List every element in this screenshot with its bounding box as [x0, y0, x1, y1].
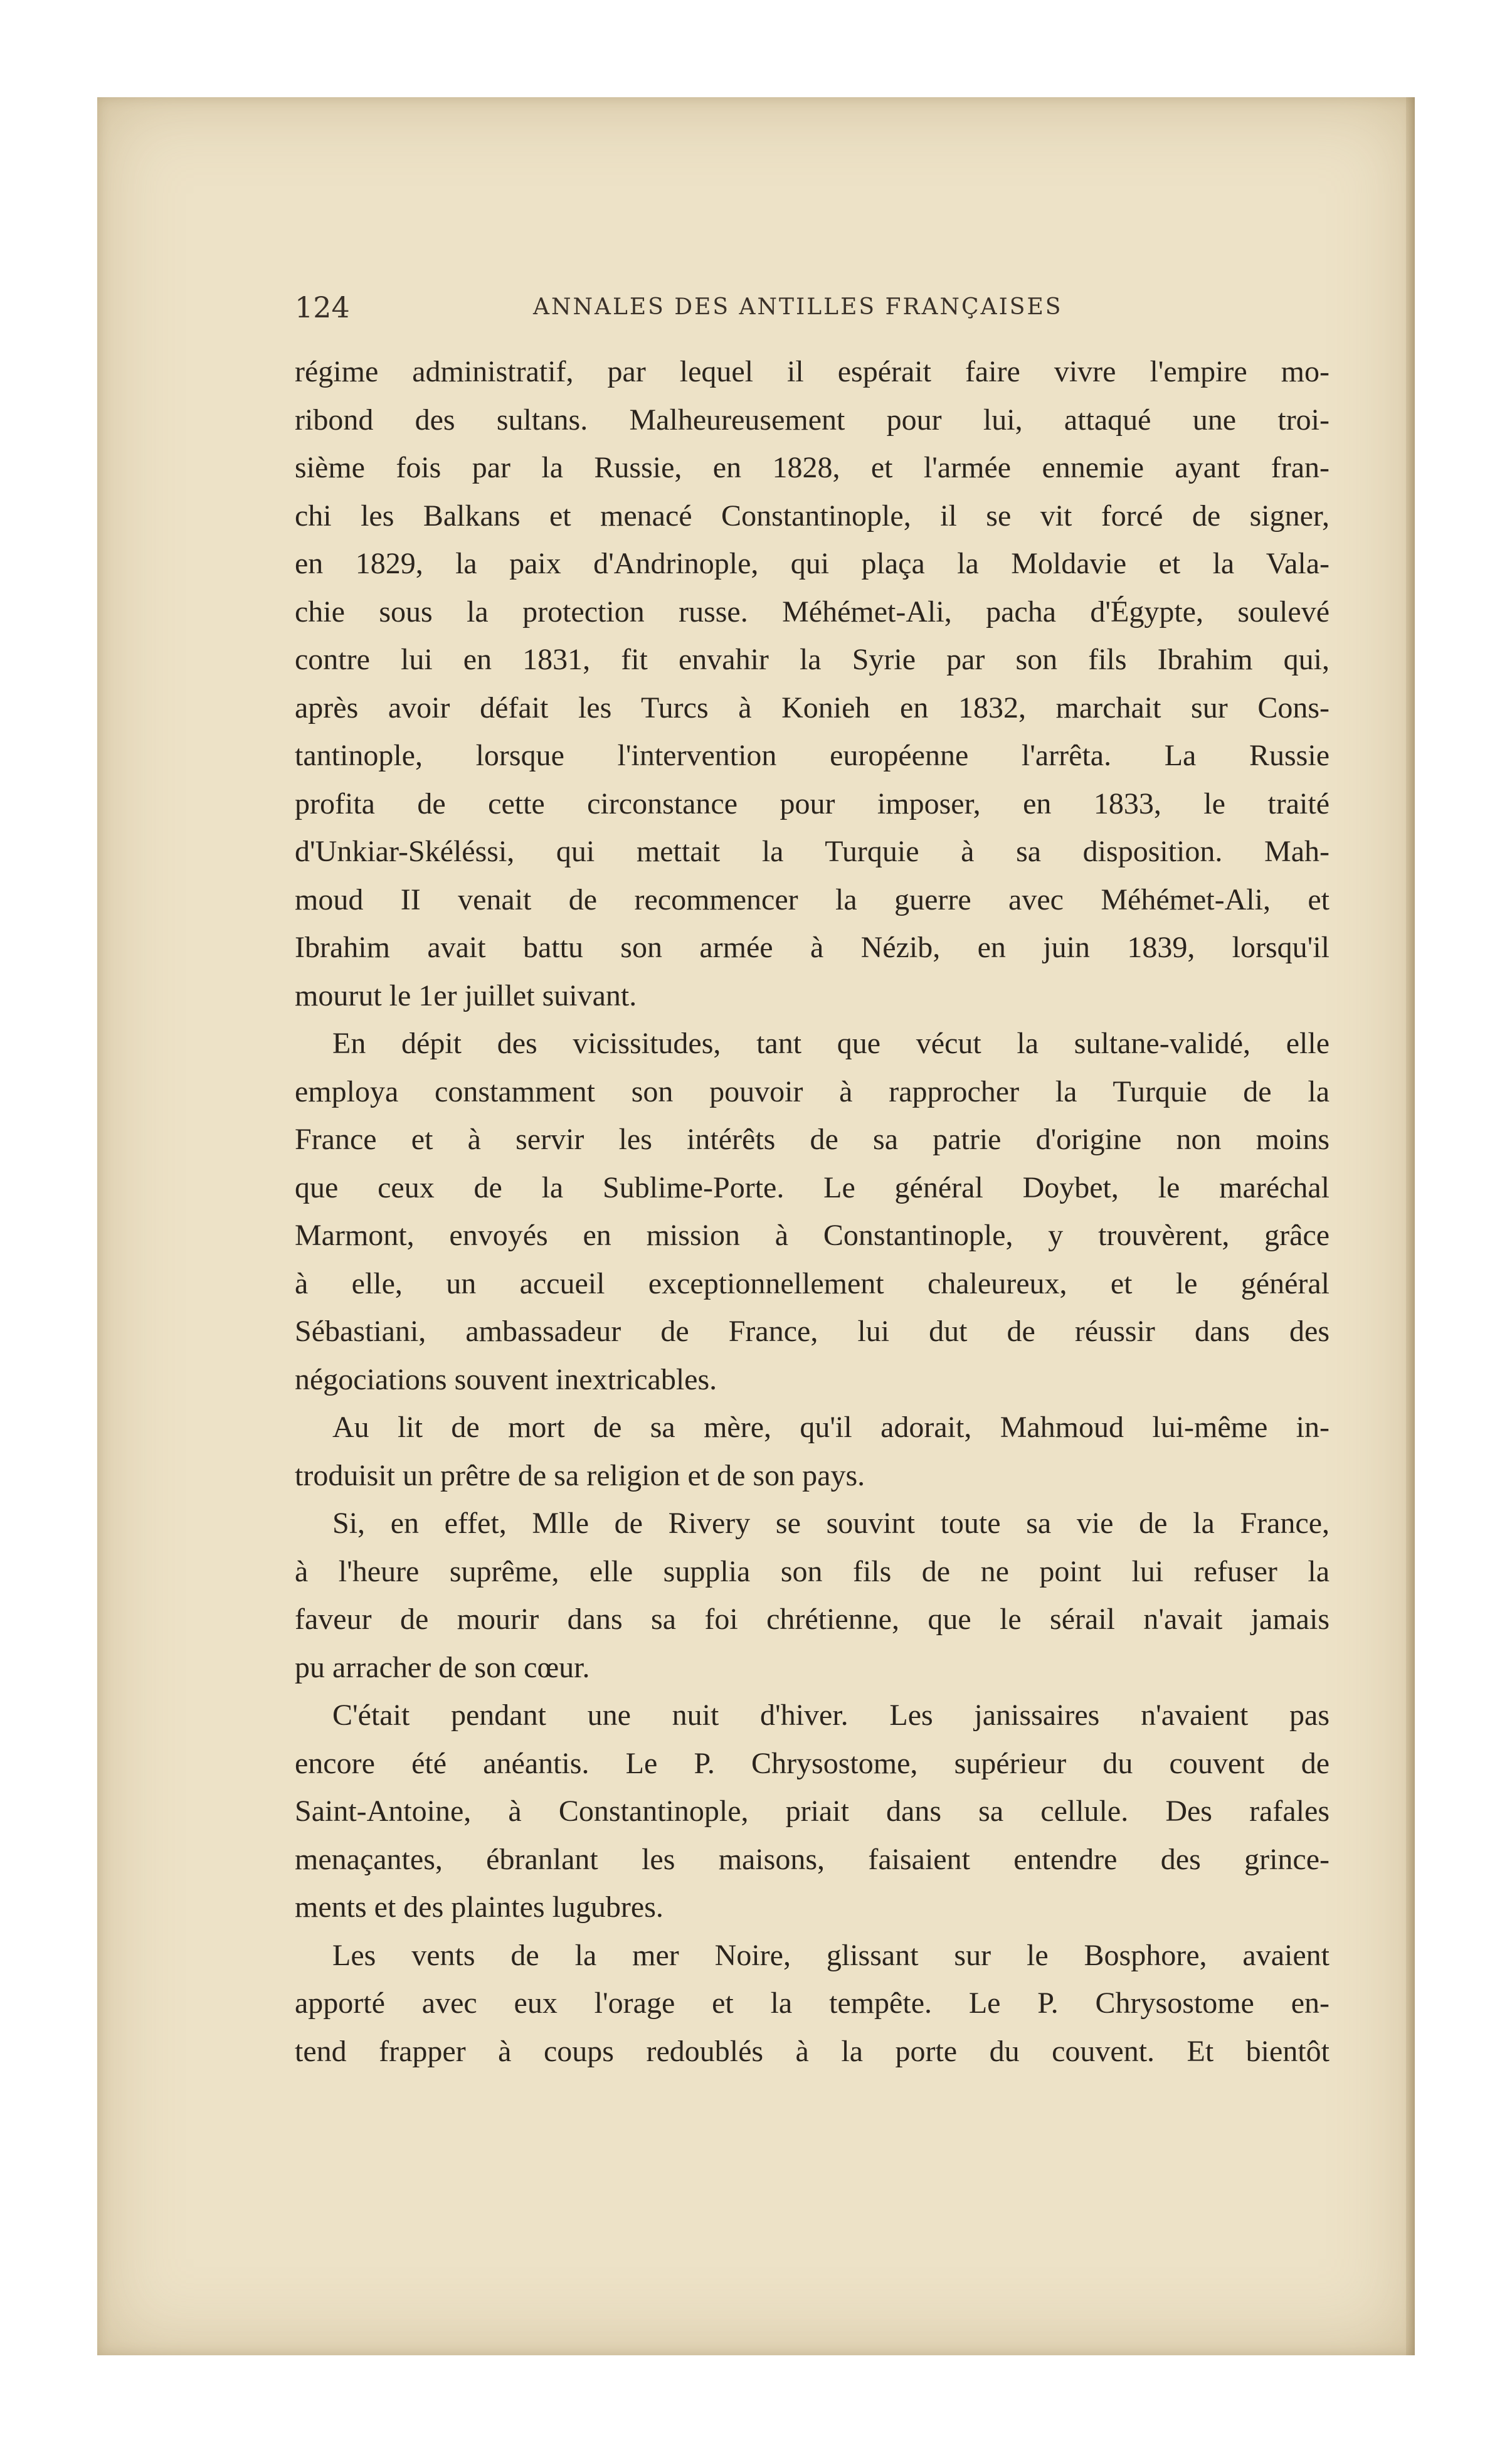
- text-line: France et à servir les intérêts de sa patrie d'origine non moins: [295, 1123, 1330, 1156]
- text-line: troduisit un prêtre de sa religion et de son pays.: [295, 1458, 865, 1492]
- text-line: Sébastiani, ambassadeur de France, lui dut de réussir dans des: [295, 1315, 1330, 1348]
- text-line: Au lit de mort de sa mère, qu'il adorait, Mahmoud lui-même in-: [332, 1411, 1330, 1444]
- text-line: employa constamment son pouvoir à rapprocher la Turquie de la: [295, 1074, 1330, 1108]
- page-number: 124: [295, 290, 350, 324]
- text-line: Marmont, envoyés en mission à Constantinople, y trouvèrent, grâce: [295, 1219, 1330, 1252]
- body-text: [295, 348, 1330, 2076]
- text-line: apporté avec eux l'orage et la tempête. Le P. Chrysostome en-: [295, 1986, 1330, 2020]
- text-line: négociations souvent inextricables.: [295, 1362, 717, 1396]
- text-line: ments et des plaintes lugubres.: [295, 1891, 663, 1924]
- text-line: menaçantes, ébranlant les maisons, faisaient entendre des grince-: [295, 1842, 1330, 1876]
- text-line: d'Unkiar-Skéléssi, qui mettait la Turquie à sa disposition. Mah-: [295, 835, 1330, 868]
- text-line: faveur de mourir dans sa foi chrétienne, que le sérail n'avait jamais: [295, 1603, 1330, 1636]
- text-line: tantinople, lorsque l'intervention européenne l'arrêta. La Russie: [295, 739, 1330, 772]
- text-line: pu arracher de son cœur.: [295, 1650, 590, 1684]
- text-line: Si, en effet, Mlle de Rivery se souvint toute sa vie de la France,: [332, 1507, 1330, 1540]
- text-line: Les vents de la mer Noire, glissant sur le Bosphore, avaient: [332, 1938, 1330, 1972]
- text-line: C'était pendant une nuit d'hiver. Les janissaires n'avaient pas: [332, 1699, 1330, 1732]
- text-line: chi les Balkans et menacé Constantinople, il se vit forcé de signer,: [295, 499, 1330, 533]
- text-line: à elle, un accueil exceptionnellement chaleureux, et le général: [295, 1266, 1330, 1300]
- text-line: chie sous la protection russe. Méhémet-Ali, pacha d'Égypte, soulevé: [295, 595, 1330, 628]
- text-line: moud II venait de recommencer la guerre avec Méhémet-Ali, et: [295, 883, 1330, 916]
- running-head: [295, 285, 1330, 329]
- text-line: régime administratif, par lequel il espérait faire vivre l'empire mo-: [295, 355, 1330, 388]
- text-line: que ceux de la Sublime-Porte. Le général Doybet, le maréchal: [295, 1170, 1330, 1204]
- text-line: mourut le 1er juillet suivant.: [295, 978, 637, 1012]
- text-line: à l'heure suprême, elle supplia son fils de ne point lui refuser la: [295, 1554, 1330, 1588]
- text-line: après avoir défait les Turcs à Konieh en 1832, marchait sur Cons-: [295, 691, 1330, 724]
- text-line: tend frapper à coups redoublés à la porte du couvent. Et bientôt: [295, 2034, 1330, 2068]
- running-title: ANNALES DES ANTILLES FRANÇAISES: [533, 294, 1063, 320]
- text-line: encore été anéantis. Le P. Chrysostome, supérieur du couvent de: [295, 1746, 1330, 1780]
- text-line: profita de cette circonstance pour imposer, en 1833, le traité: [295, 787, 1330, 820]
- text-line: ribond des sultans. Malheureusement pour lui, attaqué une troi-: [295, 403, 1330, 437]
- text-line: sième fois par la Russie, en 1828, et l'armée ennemie ayant fran-: [295, 451, 1330, 484]
- text-line: Saint-Antoine, à Constantinople, priait dans sa cellule. Des rafales: [295, 1795, 1330, 1828]
- text-line: En dépit des vicissitudes, tant que vécut la sultane-validé, elle: [332, 1027, 1330, 1060]
- text-line: en 1829, la paix d'Andrinople, qui plaça la Moldavie et la Vala-: [295, 547, 1330, 580]
- text-line: Ibrahim avait battu son armée à Nézib, en juin 1839, lorsqu'il: [295, 931, 1330, 964]
- text-line: contre lui en 1831, fit envahir la Syrie par son fils Ibrahim qui,: [295, 643, 1330, 676]
